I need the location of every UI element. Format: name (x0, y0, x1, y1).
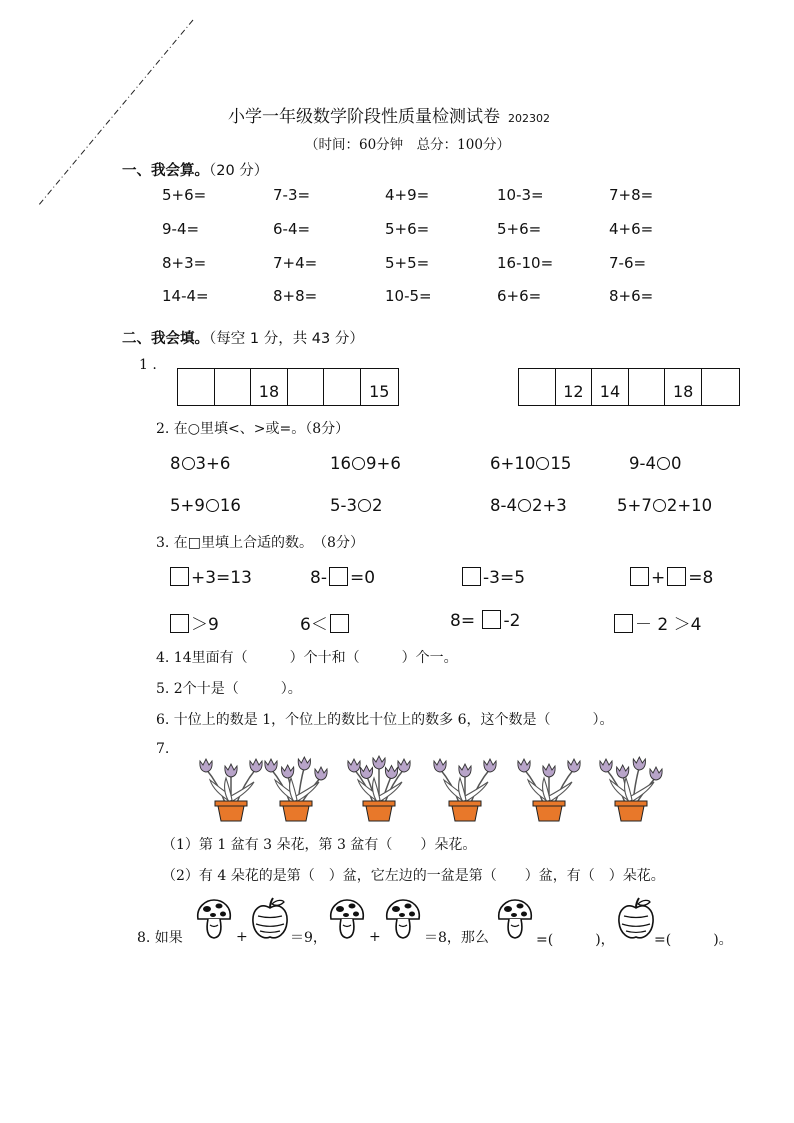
q2-label: 2. 在○里填<、>或=。（8分） (156, 421, 350, 437)
sequence-cell[interactable] (629, 369, 666, 405)
pot-body (452, 806, 478, 821)
answer-box[interactable] (329, 567, 348, 586)
flower-leaf (549, 782, 572, 802)
q3-text: － 2 ＞4 (635, 615, 702, 635)
flower-pot (344, 744, 414, 828)
pot-body (366, 806, 392, 821)
compare-item (490, 454, 571, 473)
compare-left: 8-4 (490, 496, 517, 515)
section1-heading (122, 159, 268, 180)
sequence-cell[interactable] (178, 369, 215, 405)
tulip-flower (200, 759, 212, 772)
compare-left: 6+10 (490, 454, 536, 473)
compare-item (170, 496, 241, 515)
q3-text: 6＜ (300, 615, 328, 635)
tulip-flower (543, 764, 555, 777)
sequence-right (518, 368, 740, 406)
mushroom-svg (194, 897, 234, 941)
flower-leaf (231, 782, 254, 802)
mushroom-svg (383, 897, 423, 941)
q7-sub1: （1）第 1 盆有 3 朵花，第 3 盆有（ ）朵花。 (162, 837, 477, 853)
compare-circle[interactable] (518, 499, 531, 512)
calc-item: 10-5= (385, 287, 432, 305)
q3-text: -3=5 (483, 568, 526, 588)
q3-item-6 (300, 610, 351, 635)
apple-icon (616, 896, 656, 946)
pot-body (218, 806, 244, 821)
apple-icon (250, 896, 290, 946)
calc-item: 8+8= (273, 287, 318, 305)
compare-item (490, 496, 567, 515)
pot-rim (533, 801, 565, 806)
sequence-cell[interactable]: 15 (369, 382, 390, 401)
compare-right: 3+6 (195, 454, 231, 473)
q8-answer-1[interactable]: =( )， (536, 932, 615, 948)
flower-pot-svg (344, 744, 414, 824)
calc-item: 7-3= (273, 186, 311, 204)
tulip-flower (568, 759, 580, 772)
calc-item: 7+4= (273, 254, 318, 272)
calc-item: 5+6= (162, 186, 207, 204)
q3-item-8 (612, 610, 701, 635)
tulip-flower (518, 759, 530, 772)
compare-circle[interactable] (657, 457, 670, 470)
sequence-cell[interactable] (519, 369, 556, 405)
tulip-flower (484, 759, 496, 772)
tulip-flower (360, 766, 372, 779)
page-title (228, 102, 550, 127)
section2-note: （每空 1 分，共 43 分） (209, 331, 364, 347)
q8-plus-2: + (369, 929, 381, 945)
answer-box[interactable] (170, 614, 189, 633)
q5-text: 5. 2个十是（ ）。 (156, 681, 302, 697)
q8-eq8: ＝8，那么 (424, 930, 489, 946)
q3-text: +3=13 (191, 568, 252, 588)
calc-item: 10-3= (497, 186, 544, 204)
answer-box[interactable] (330, 614, 349, 633)
q3-text: =0 (349, 568, 376, 588)
apple-svg (616, 896, 656, 942)
mushroom-svg (327, 897, 367, 941)
sequence-cell[interactable]: 18 (251, 369, 288, 405)
q4-text: 4. 14里面有（ ）个十和（ ）个一。 (156, 650, 458, 666)
tulip-flower (398, 759, 410, 772)
sequence-cell[interactable]: 18 (665, 369, 702, 405)
compare-item (629, 454, 681, 473)
q8-prefix: 8. 如果 (137, 930, 183, 946)
calc-item: 6+6= (497, 287, 542, 305)
compare-circle[interactable] (536, 457, 549, 470)
q3-item-2 (310, 567, 375, 588)
calc-item: 7-6= (609, 254, 647, 272)
calc-item: 16-10= (497, 254, 554, 272)
compare-left: 8 (170, 454, 181, 473)
compare-right: 16 (219, 496, 241, 515)
flower-stem (555, 769, 574, 802)
title-text: 小学一年级数学阶段性质量检测试卷 (228, 107, 500, 127)
sequence-cell[interactable]: 14 (592, 369, 629, 405)
q7-sub2: （2）有 4 朵花的是第（ ）盆，它左边的一盆是第（ ）盆，有（ ）朵花。 (162, 868, 665, 884)
tulip-flower (434, 759, 446, 772)
mushroom-icon (495, 897, 535, 945)
compare-left: 5+9 (170, 496, 205, 515)
compare-right: 15 (550, 454, 572, 473)
compare-item (330, 454, 401, 473)
compare-circle[interactable] (653, 499, 666, 512)
flower-pot-svg (514, 744, 584, 824)
section2-heading (122, 327, 364, 348)
compare-circle[interactable] (182, 457, 195, 470)
compare-right: 2+3 (531, 496, 567, 515)
q8-eq9: ＝9， (290, 930, 327, 946)
q3-item-7 (450, 610, 520, 631)
tulip-flower (617, 765, 629, 778)
sequence-cell[interactable] (288, 369, 325, 405)
compare-circle[interactable] (352, 457, 365, 470)
q3-text: ＞9 (191, 615, 219, 635)
q6-text: 6. 十位上的数是 1，个位上的数比十位上的数多 6，这个数是（ ）。 (156, 712, 614, 728)
q3-text: =8 (688, 568, 714, 588)
calc-item: 5+5= (385, 254, 430, 272)
compare-item (330, 496, 382, 515)
compare-item (170, 454, 230, 473)
q3-text: 8- (310, 568, 327, 588)
sequence-cell[interactable] (702, 369, 739, 405)
answer-box[interactable] (667, 567, 686, 586)
answer-box[interactable] (462, 567, 481, 586)
tulip-flower (459, 764, 471, 777)
compare-left: 16 (330, 454, 351, 473)
q1-label: 1 . (139, 357, 157, 373)
apple-svg (250, 896, 290, 942)
answer-box[interactable] (614, 614, 633, 633)
q3-item-4 (628, 567, 713, 588)
compare-right: 2 (371, 496, 383, 515)
q3-text: + (651, 568, 666, 588)
flower-pot (261, 744, 331, 828)
compare-left: 5-3 (330, 496, 357, 515)
pot-rim (280, 801, 312, 806)
q8-plus-1: + (236, 929, 248, 945)
compare-right: 0 (670, 454, 682, 473)
title-code: 202302 (508, 112, 550, 125)
tulip-flower (348, 759, 360, 772)
sequence-cell[interactable] (324, 369, 361, 405)
flower-leaf (379, 782, 402, 802)
section2-heading-text: 二、我会填。 (122, 331, 209, 347)
flower-leaf (465, 782, 488, 802)
flower-pot-svg (430, 744, 500, 824)
tulip-flower (633, 757, 645, 770)
flower-stem (471, 769, 490, 802)
calc-item: 5+6= (385, 220, 430, 238)
compare-circle[interactable] (206, 499, 219, 512)
answer-box[interactable] (482, 610, 501, 629)
sequence-cell[interactable]: 12 (556, 369, 593, 405)
compare-left: 9-4 (629, 454, 656, 473)
answer-box[interactable] (630, 567, 649, 586)
compare-right: 2+10 (666, 496, 713, 515)
flower-pot (596, 744, 666, 828)
q3-text: -2 (503, 611, 521, 631)
q3-item-1 (168, 567, 252, 588)
q3-item-5 (168, 610, 219, 635)
pot-body (536, 806, 562, 821)
q3-item-3 (460, 567, 525, 588)
calc-item: 5+6= (497, 220, 542, 238)
calc-item: 9-4= (162, 220, 200, 238)
page-subtitle: （时间：60分钟 总分：100分） (305, 137, 510, 153)
compare-item (617, 496, 712, 515)
sequence-cell[interactable] (215, 369, 252, 405)
pot-body (283, 806, 309, 821)
calc-item: 6-4= (273, 220, 311, 238)
q3-text: 8= (450, 611, 476, 631)
calc-item: 8+6= (609, 287, 654, 305)
compare-circle[interactable] (358, 499, 371, 512)
tulip-flower (282, 765, 294, 778)
flower-pot-svg (196, 744, 266, 824)
calc-item: 7+8= (609, 186, 654, 204)
tulip-flower (298, 757, 310, 770)
pot-rim (215, 801, 247, 806)
calc-item: 14-4= (162, 287, 209, 305)
flower-pot (514, 744, 584, 828)
section1-heading-text: 一、我会算。 (122, 163, 209, 179)
q8-answer-2[interactable]: =( )。 (654, 932, 733, 948)
pot-rim (449, 801, 481, 806)
tulip-flower (265, 759, 277, 772)
flower-stem (237, 769, 256, 802)
tulip-flower (650, 767, 662, 780)
tulip-flower (600, 759, 612, 772)
flower-pot (430, 744, 500, 828)
pot-body (618, 806, 644, 821)
calc-item: 4+9= (385, 186, 430, 204)
pot-rim (363, 801, 395, 806)
tulip-flower (385, 766, 397, 779)
q3-label: 3. 在□里填上合适的数。 （8分） (156, 535, 364, 551)
mushroom-icon (327, 897, 367, 945)
mushroom-icon (194, 897, 234, 945)
compare-left: 5+7 (617, 496, 652, 515)
sequence-left (177, 368, 399, 406)
answer-box[interactable] (170, 567, 189, 586)
tulip-flower (225, 764, 237, 777)
mushroom-icon (383, 897, 423, 945)
section1-note: （20 分） (209, 163, 269, 179)
flower-pot-svg (596, 744, 666, 824)
tulip-flower (373, 756, 385, 769)
calc-item: 8+3= (162, 254, 207, 272)
calc-item: 4+6= (609, 220, 654, 238)
pot-rim (615, 801, 647, 806)
q7-label: 7. (156, 741, 170, 757)
compare-right: 9+6 (366, 454, 401, 473)
mushroom-svg (495, 897, 535, 941)
flower-pot-svg (261, 744, 331, 824)
flower-pot (196, 744, 266, 828)
tulip-flower (315, 767, 327, 780)
